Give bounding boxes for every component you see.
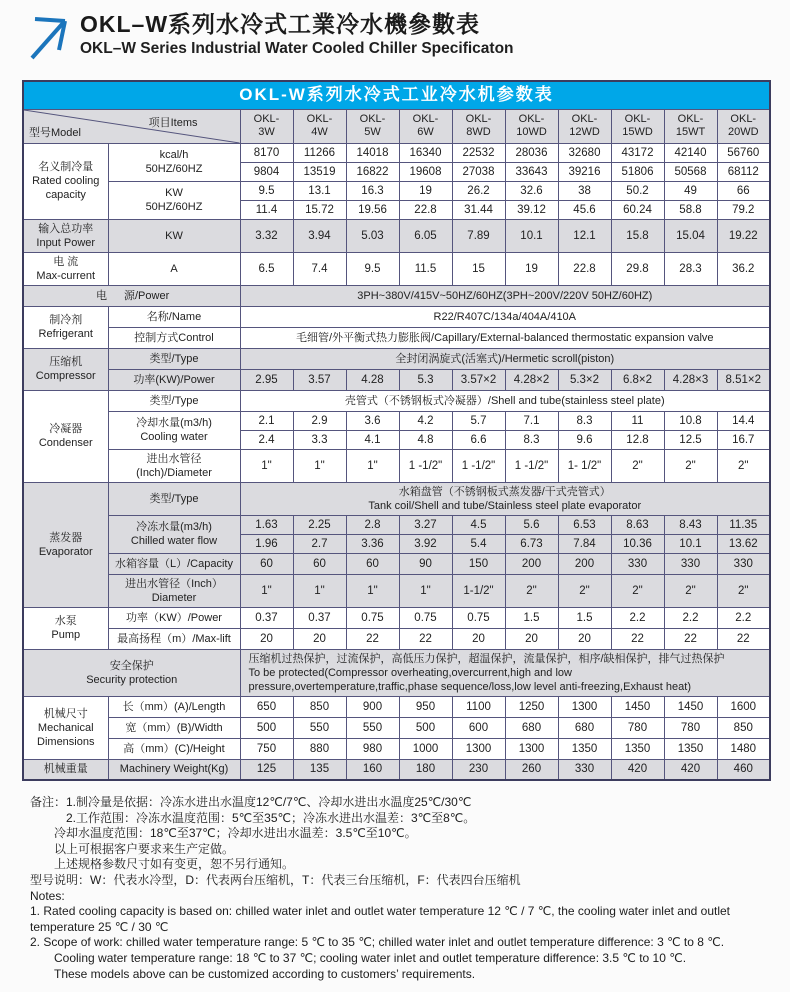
corner-model-label: 型号Model <box>29 126 81 139</box>
title-block <box>80 8 514 60</box>
value-cell: 10.1 <box>664 534 717 553</box>
value-cell: 2.2 <box>664 607 717 628</box>
table-row <box>23 759 770 780</box>
value-cell: 4.1 <box>346 430 399 449</box>
value-cell: 1300 <box>505 738 558 759</box>
value-cell: 1.96 <box>240 534 293 553</box>
value-cell: 26.2 <box>452 181 505 200</box>
table-header-row <box>23 109 770 143</box>
value-cell: 4.28×3 <box>664 369 717 390</box>
table-row <box>23 717 770 738</box>
table-row <box>23 574 770 607</box>
value-cell: 32.6 <box>505 181 558 200</box>
value-cell: 15 <box>452 252 505 285</box>
value-cell: 2.8 <box>346 515 399 534</box>
value-cell: 39216 <box>558 162 611 181</box>
value-cell: 11 <box>611 411 664 430</box>
note-line: temperature 25 ℃ / 30 ℃ <box>30 919 169 934</box>
value-cell: 1350 <box>558 738 611 759</box>
value-cell: 9.6 <box>558 430 611 449</box>
value-cell: 1.5 <box>558 607 611 628</box>
table-row <box>23 515 770 534</box>
item-label: KW <box>108 219 240 252</box>
value-cell: 1480 <box>717 738 770 759</box>
value-cell: 11.5 <box>399 252 452 285</box>
value-cell: 2.1 <box>240 411 293 430</box>
value-cell: 43172 <box>611 143 664 162</box>
value-cell: 980 <box>346 738 399 759</box>
value-cell: 32680 <box>558 143 611 162</box>
value-cell: 38 <box>558 181 611 200</box>
value-cell: 230 <box>452 759 505 780</box>
span-value-cell: 壳管式（不锈钢板式冷凝器）/Shell and tube(stainless steel plate) <box>240 390 770 411</box>
section-label: 电 流 Max-current <box>23 252 108 285</box>
page-title-en: OKL–W Series Industrial Water Cooled Chiller Specificaton <box>80 40 514 57</box>
value-cell: 1" <box>293 449 346 482</box>
value-cell: 8.51×2 <box>717 369 770 390</box>
item-label: 宽（mm）(B)/Width <box>108 717 240 738</box>
table-row <box>23 181 770 200</box>
model-header: OKL- 15WD <box>611 109 664 143</box>
span-value-cell: 毛细管/外平衡式热力膨胀阀/Capillary/External-balanced thermostatic expansion valve <box>240 327 770 348</box>
value-cell: 1 -1/2" <box>505 449 558 482</box>
item-label: 高（mm）(C)/Height <box>108 738 240 759</box>
value-cell: 1" <box>346 449 399 482</box>
value-cell: 39.12 <box>505 200 558 219</box>
value-cell: 330 <box>664 553 717 574</box>
value-cell: 850 <box>717 717 770 738</box>
value-cell: 2.9 <box>293 411 346 430</box>
value-cell: 3.3 <box>293 430 346 449</box>
value-cell: 5.3×2 <box>558 369 611 390</box>
value-cell: 7.89 <box>452 219 505 252</box>
value-cell: 330 <box>611 553 664 574</box>
value-cell: 1300 <box>558 696 611 717</box>
value-cell: 2" <box>664 449 717 482</box>
section-label: 冷凝器 Condenser <box>23 390 108 482</box>
note-line: 型号说明：W：代表水冷型，D：代表两台压缩机，T：代表三台压缩机，F：代表四台压缩机 <box>30 872 521 887</box>
value-cell: 56760 <box>717 143 770 162</box>
model-header: OKL- 5W <box>346 109 399 143</box>
value-cell: 1-1/2" <box>452 574 505 607</box>
model-header: OKL- 20WD <box>717 109 770 143</box>
value-cell: 7.4 <box>293 252 346 285</box>
value-cell: 13.62 <box>717 534 770 553</box>
value-cell: 42140 <box>664 143 717 162</box>
value-cell: 50.2 <box>611 181 664 200</box>
value-cell: 2.7 <box>293 534 346 553</box>
value-cell: 2.25 <box>293 515 346 534</box>
section-label: 安全保护 Security protection <box>23 649 240 696</box>
value-cell: 550 <box>346 717 399 738</box>
span-value-cell: 3PH~380V/415V~50HZ/60HZ(3PH~200V/220V 50HZ/60HZ) <box>240 285 770 306</box>
value-cell: 2" <box>611 449 664 482</box>
value-cell: 1300 <box>452 738 505 759</box>
table-row <box>23 348 770 369</box>
note-line: These models above can be customized according to customers’ requirements. <box>54 966 476 981</box>
value-cell: 12.1 <box>558 219 611 252</box>
value-cell: 2.2 <box>717 607 770 628</box>
value-cell: 1000 <box>399 738 452 759</box>
section-label: 名义制冷量 Rated cooling capacity <box>23 143 108 219</box>
item-label: 冷却水量(m3/h) Cooling water <box>108 411 240 449</box>
value-cell: 4.8 <box>399 430 452 449</box>
value-cell: 58.8 <box>664 200 717 219</box>
value-cell: 4.2 <box>399 411 452 430</box>
table-banner: OKL-W系列水冷式工业冷水机参数表 <box>23 81 770 109</box>
item-label: A <box>108 252 240 285</box>
arrow-logo-icon <box>22 10 72 64</box>
value-cell: 10.8 <box>664 411 717 430</box>
value-cell: 31.44 <box>452 200 505 219</box>
value-cell: 14018 <box>346 143 399 162</box>
model-header: OKL- 4W <box>293 109 346 143</box>
table-row <box>23 607 770 628</box>
value-cell: 10.1 <box>505 219 558 252</box>
section-label: 制冷剂 Refrigerant <box>23 306 108 348</box>
value-cell: 16822 <box>346 162 399 181</box>
item-label: 冷冻水量(m3/h) Chilled water flow <box>108 515 240 553</box>
value-cell: 5.7 <box>452 411 505 430</box>
table-row <box>23 696 770 717</box>
value-cell: 750 <box>240 738 293 759</box>
table-row <box>23 327 770 348</box>
value-cell: 19.56 <box>346 200 399 219</box>
value-cell: 0.75 <box>399 607 452 628</box>
value-cell: 8.3 <box>505 430 558 449</box>
item-label: 功率（KW）/Power <box>108 607 240 628</box>
value-cell: 3.92 <box>399 534 452 553</box>
value-cell: 19 <box>505 252 558 285</box>
value-cell: 15.04 <box>664 219 717 252</box>
section-label: 电 源/Power <box>23 285 240 306</box>
item-label: 控制方式Control <box>108 327 240 348</box>
value-cell: 0.75 <box>346 607 399 628</box>
value-cell: 49 <box>664 181 717 200</box>
value-cell: 15.72 <box>293 200 346 219</box>
item-label: 类型/Type <box>108 348 240 369</box>
value-cell: 135 <box>293 759 346 780</box>
item-label: 名称/Name <box>108 306 240 327</box>
value-cell: 2.2 <box>611 607 664 628</box>
value-cell: 33643 <box>505 162 558 181</box>
value-cell: 22 <box>346 628 399 649</box>
value-cell: 1100 <box>452 696 505 717</box>
value-cell: 1" <box>240 449 293 482</box>
value-cell: 6.53 <box>558 515 611 534</box>
value-cell: 2" <box>505 574 558 607</box>
table-row <box>23 143 770 162</box>
value-cell: 60 <box>346 553 399 574</box>
value-cell: 9.5 <box>346 252 399 285</box>
note-line: 1. Rated cooling capacity is based on: chilled water inlet and outlet water temperature 12 ℃ / 7 ℃, the cooling water inlet and outlet <box>30 904 731 919</box>
value-cell: 9.5 <box>240 181 293 200</box>
value-cell: 260 <box>505 759 558 780</box>
value-cell: 22 <box>717 628 770 649</box>
spec-table <box>22 80 771 781</box>
model-header: OKL- 6W <box>399 109 452 143</box>
value-cell: 11.35 <box>717 515 770 534</box>
item-label: 进出水管径（Inch） Diameter <box>108 574 240 607</box>
value-cell: 420 <box>611 759 664 780</box>
value-cell: 12.8 <box>611 430 664 449</box>
table-row <box>23 219 770 252</box>
note-line: Cooling water temperature range: 18 ℃ to 37 ℃; cooling water inlet and outlet temperature difference: 3.5 ℃ to 10 ℃. <box>54 950 687 965</box>
value-cell: 22532 <box>452 143 505 162</box>
value-cell: 16.3 <box>346 181 399 200</box>
notes-block <box>30 795 768 982</box>
section-label: 水泵 Pump <box>23 607 108 649</box>
item-label: kcal/h 50HZ/60HZ <box>108 143 240 181</box>
value-cell: 160 <box>346 759 399 780</box>
value-cell: 6.6 <box>452 430 505 449</box>
section-label: 压缩机 Compressor <box>23 348 108 390</box>
value-cell: 60 <box>293 553 346 574</box>
value-cell: 460 <box>717 759 770 780</box>
value-cell: 1 -1/2" <box>399 449 452 482</box>
value-cell: 3.94 <box>293 219 346 252</box>
value-cell: 10.36 <box>611 534 664 553</box>
value-cell: 680 <box>558 717 611 738</box>
value-cell: 5.6 <box>505 515 558 534</box>
value-cell: 2" <box>664 574 717 607</box>
span-value-cell: 压缩机过热保护，过流保护，高低压力保护，超温保护，流量保护，相序/缺相保护，排气过热保护 To be protected(Compressor overheating,overcurrent,high and low pressure,overtemperature,traffic,phase sequence/loss,low level anti-freezing,Exhaust heat) <box>240 649 770 696</box>
table-row <box>23 306 770 327</box>
page-title-zh: OKL–W系列水冷式工業冷水機參數表 <box>80 11 481 37</box>
table-row <box>23 649 770 696</box>
value-cell: 5.3 <box>399 369 452 390</box>
span-value-cell: 水箱盘管（不锈钢板式蒸发器/干式壳管式） Tank coil/Shell and tube/Stainless steel plate evaporator <box>240 482 770 515</box>
model-header: OKL- 10WD <box>505 109 558 143</box>
value-cell: 180 <box>399 759 452 780</box>
note-line: 以上可根据客户要求来生产定做。 <box>54 841 235 856</box>
value-cell: 8.63 <box>611 515 664 534</box>
model-header: OKL- 15WT <box>664 109 717 143</box>
item-label: 长（mm）(A)/Length <box>108 696 240 717</box>
value-cell: 600 <box>452 717 505 738</box>
corner-items-label: 项目Items <box>148 116 198 129</box>
value-cell: 3.57 <box>293 369 346 390</box>
table-row <box>23 738 770 759</box>
value-cell: 1.5 <box>505 607 558 628</box>
table-row <box>23 390 770 411</box>
value-cell: 29.8 <box>611 252 664 285</box>
value-cell: 5.4 <box>452 534 505 553</box>
value-cell: 11.4 <box>240 200 293 219</box>
value-cell: 1350 <box>664 738 717 759</box>
value-cell: 4.28×2 <box>505 369 558 390</box>
span-value-cell: 全封闭涡旋式(活塞式)/Hermetic scroll(piston) <box>240 348 770 369</box>
value-cell: 1250 <box>505 696 558 717</box>
value-cell: 20 <box>558 628 611 649</box>
value-cell: 6.5 <box>240 252 293 285</box>
value-cell: 150 <box>452 553 505 574</box>
value-cell: 330 <box>717 553 770 574</box>
span-value-cell: R22/R407C/134a/404A/410A <box>240 306 770 327</box>
note-line: 冷却水温度范围：18℃至37℃；冷却水进出水温差：3.5℃至10℃。 <box>54 826 417 841</box>
section-label: 输入总功率 Input Power <box>23 219 108 252</box>
table-row <box>23 369 770 390</box>
value-cell: 9804 <box>240 162 293 181</box>
note-line: 备注：1.制冷量是依据：冷冻水进出水温度12℃/7℃、冷却水进出水温度25℃/30℃ <box>30 795 472 809</box>
value-cell: 780 <box>611 717 664 738</box>
value-cell: 66 <box>717 181 770 200</box>
value-cell: 20 <box>505 628 558 649</box>
section-label: 蒸发器 Evaporator <box>23 482 108 607</box>
value-cell: 8170 <box>240 143 293 162</box>
value-cell: 51806 <box>611 162 664 181</box>
value-cell: 7.84 <box>558 534 611 553</box>
value-cell: 2" <box>558 574 611 607</box>
value-cell: 45.6 <box>558 200 611 219</box>
value-cell: 22.8 <box>558 252 611 285</box>
value-cell: 1450 <box>664 696 717 717</box>
value-cell: 1 -1/2" <box>452 449 505 482</box>
value-cell: 680 <box>505 717 558 738</box>
item-label: KW 50HZ/60HZ <box>108 181 240 219</box>
section-label: 机械尺寸 Mechanical Dimensions <box>23 696 108 759</box>
note-line: Notes: <box>30 888 65 903</box>
value-cell: 1- 1/2" <box>558 449 611 482</box>
value-cell: 19608 <box>399 162 452 181</box>
value-cell: 36.2 <box>717 252 770 285</box>
value-cell: 22 <box>399 628 452 649</box>
value-cell: 27038 <box>452 162 505 181</box>
value-cell: 780 <box>664 717 717 738</box>
item-label: 类型/Type <box>108 390 240 411</box>
table-row <box>23 449 770 482</box>
value-cell: 3.36 <box>346 534 399 553</box>
value-cell: 28.3 <box>664 252 717 285</box>
value-cell: 950 <box>399 696 452 717</box>
value-cell: 500 <box>240 717 293 738</box>
value-cell: 20 <box>452 628 505 649</box>
item-label: 类型/Type <box>108 482 240 515</box>
value-cell: 1" <box>240 574 293 607</box>
value-cell: 1" <box>293 574 346 607</box>
value-cell: 16.7 <box>717 430 770 449</box>
value-cell: 550 <box>293 717 346 738</box>
value-cell: 28036 <box>505 143 558 162</box>
value-cell: 3.32 <box>240 219 293 252</box>
value-cell: 6.73 <box>505 534 558 553</box>
value-cell: 60 <box>240 553 293 574</box>
value-cell: 8.43 <box>664 515 717 534</box>
value-cell: 5.03 <box>346 219 399 252</box>
value-cell: 2" <box>717 449 770 482</box>
value-cell: 1450 <box>611 696 664 717</box>
value-cell: 14.4 <box>717 411 770 430</box>
note-line: 2.工作范围：冷冻水温度范围：5℃至35℃；冷冻水进出水温差：3℃至8℃。 <box>66 810 476 825</box>
value-cell: 4.5 <box>452 515 505 534</box>
value-cell: 6.8×2 <box>611 369 664 390</box>
value-cell: 12.5 <box>664 430 717 449</box>
value-cell: 16340 <box>399 143 452 162</box>
item-label: 水箱容量（L）/Capacity <box>108 553 240 574</box>
value-cell: 19.22 <box>717 219 770 252</box>
value-cell: 900 <box>346 696 399 717</box>
value-cell: 1600 <box>717 696 770 717</box>
value-cell: 11266 <box>293 143 346 162</box>
value-cell: 500 <box>399 717 452 738</box>
value-cell: 22.8 <box>399 200 452 219</box>
value-cell: 19 <box>399 181 452 200</box>
value-cell: 0.75 <box>452 607 505 628</box>
model-header: OKL- 3W <box>240 109 293 143</box>
item-label: 进出水管径 (Inch)/Diameter <box>108 449 240 482</box>
table-row <box>23 285 770 306</box>
value-cell: 4.28 <box>346 369 399 390</box>
note-line: 上述规格参数尺寸如有变更，恕不另行通知。 <box>54 857 295 872</box>
value-cell: 200 <box>558 553 611 574</box>
item-label: Machinery Weight(Kg) <box>108 759 240 780</box>
table-row <box>23 553 770 574</box>
table-row <box>23 482 770 515</box>
value-cell: 2.95 <box>240 369 293 390</box>
table-row <box>23 628 770 649</box>
value-cell: 200 <box>505 553 558 574</box>
table-row <box>23 252 770 285</box>
value-cell: 0.37 <box>240 607 293 628</box>
value-cell: 2" <box>611 574 664 607</box>
value-cell: 330 <box>558 759 611 780</box>
value-cell: 1" <box>346 574 399 607</box>
value-cell: 125 <box>240 759 293 780</box>
value-cell: 1.63 <box>240 515 293 534</box>
value-cell: 22 <box>611 628 664 649</box>
value-cell: 90 <box>399 553 452 574</box>
value-cell: 22 <box>664 628 717 649</box>
value-cell: 2" <box>717 574 770 607</box>
value-cell: 7.1 <box>505 411 558 430</box>
value-cell: 79.2 <box>717 200 770 219</box>
document-header <box>22 8 768 64</box>
note-line: 2. Scope of work: chilled water temperature range: 5 ℃ to 35 ℃; chilled water inlet and outlet temperature difference: 3 ℃ to 8 ℃. <box>30 935 725 950</box>
value-cell: 13519 <box>293 162 346 181</box>
item-label: 功率(KW)/Power <box>108 369 240 390</box>
value-cell: 3.57×2 <box>452 369 505 390</box>
value-cell: 13.1 <box>293 181 346 200</box>
value-cell: 2.4 <box>240 430 293 449</box>
value-cell: 8.3 <box>558 411 611 430</box>
value-cell: 850 <box>293 696 346 717</box>
value-cell: 60.24 <box>611 200 664 219</box>
value-cell: 0.37 <box>293 607 346 628</box>
table-banner-row <box>23 81 770 109</box>
value-cell: 3.6 <box>346 411 399 430</box>
value-cell: 1" <box>399 574 452 607</box>
value-cell: 15.8 <box>611 219 664 252</box>
model-header: OKL- 12WD <box>558 109 611 143</box>
corner-cell <box>23 109 240 143</box>
item-label: 最高扬程（m）/Max-lift <box>108 628 240 649</box>
value-cell: 420 <box>664 759 717 780</box>
value-cell: 68112 <box>717 162 770 181</box>
section-label: 机械重量 <box>23 759 108 780</box>
value-cell: 3.27 <box>399 515 452 534</box>
model-header: OKL- 8WD <box>452 109 505 143</box>
value-cell: 6.05 <box>399 219 452 252</box>
value-cell: 50568 <box>664 162 717 181</box>
value-cell: 20 <box>293 628 346 649</box>
value-cell: 1350 <box>611 738 664 759</box>
table-row <box>23 411 770 430</box>
value-cell: 880 <box>293 738 346 759</box>
value-cell: 650 <box>240 696 293 717</box>
value-cell: 20 <box>240 628 293 649</box>
